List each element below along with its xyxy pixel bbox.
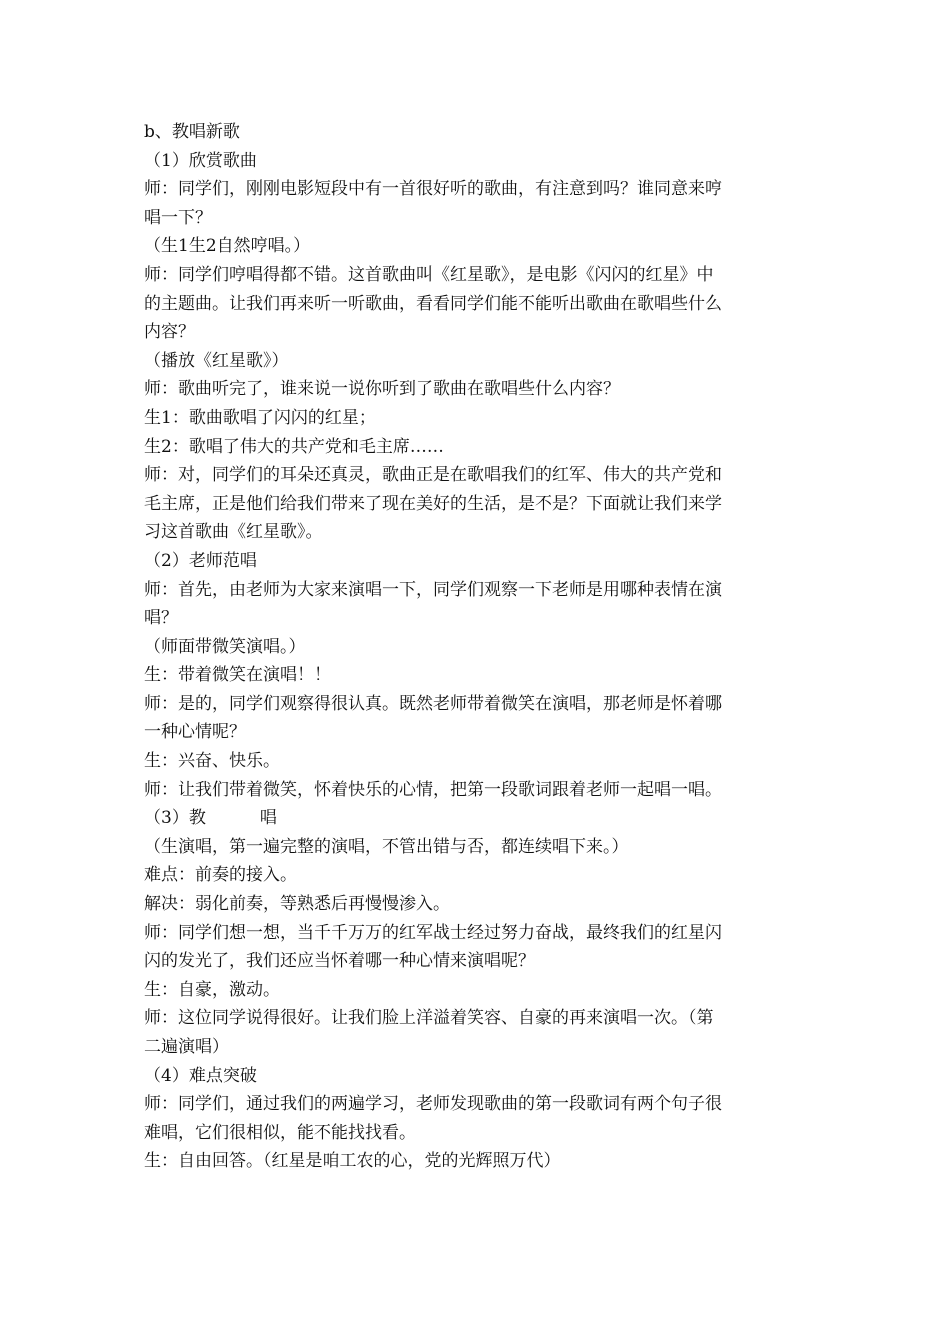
text-line: 习这首歌曲《红星歌》。 — [144, 522, 323, 543]
text-line: 闪的发光了，我们还应当怀着哪一种心情来演唱呢？ — [144, 951, 535, 972]
subsection-heading: （3）教 唱 — [144, 808, 277, 829]
text-line: （播放《红星歌》） — [144, 350, 289, 371]
section-heading: b、教唱新歌 — [144, 122, 240, 142]
text-line: 生2：歌唱了伟大的共产党和毛主席…… — [144, 436, 444, 457]
text-line: 师：同学们，刚刚电影短段中有一首很好听的歌曲，有注意到吗？谁同意来哼 — [144, 179, 722, 200]
text-line: 师：同学们想一想，当千千万万的红军战士经过努力奋战，最终我们的红星闪 — [144, 922, 722, 943]
text-line: 二遍演唱） — [144, 1037, 229, 1057]
text-line: 解决：弱化前奏，等熟悉后再慢慢渗入。 — [144, 894, 450, 915]
text-line: 生：带着微笑在演唱！！ — [144, 665, 331, 686]
text-line: 唱一下？ — [144, 207, 212, 228]
text-line: 师：让我们带着微笑，怀着快乐的心情，把第一段歌词跟着老师一起唱一唱。 — [144, 779, 722, 800]
text-line: 师：歌曲听完了，谁来说一说你听到了歌曲在歌唱些什么内容？ — [144, 379, 620, 400]
subsection-heading: （2）老师范唱 — [144, 550, 257, 571]
text-line: 师：同学们，通过我们的两遍学习，老师发现歌曲的第一段歌词有两个句子很 — [144, 1094, 722, 1115]
text-line: 生：自豪，激动。 — [144, 979, 280, 1000]
text-line: 唱？ — [144, 608, 178, 629]
document-body — [144, 118, 804, 1176]
text-line: 生：自由回答。（红星是咱工农的心，党的光辉照万代） — [144, 1151, 561, 1172]
text-line: （生演唱，第一遍完整的演唱，不管出错与否，都连续唱下来。） — [144, 836, 629, 857]
text-line: 师：同学们哼唱得都不错。这首歌曲叫《红星歌》，是电影《闪闪的红星》中 — [144, 264, 714, 285]
text-line: 难点：前奏的接入。 — [144, 865, 297, 886]
text-line: 生1：歌曲歌唱了闪闪的红星； — [144, 407, 376, 428]
text-line: 难唱，它们很相似，能不能找找看。 — [144, 1122, 416, 1143]
text-line: 毛主席，正是他们给我们带来了现在美好的生活，是不是？下面就让我们来学 — [144, 493, 722, 514]
text-line: 师：这位同学说得很好。让我们脸上洋溢着笑容、自豪的再来演唱一次。（第 — [144, 1008, 714, 1029]
text-line: （师面带微笑演唱。） — [144, 636, 306, 657]
subsection-heading: （4）难点突破 — [144, 1065, 257, 1086]
text-line: 的主题曲。让我们再来听一听歌曲，看看同学们能不能听出歌曲在歌唱些什么 — [144, 293, 722, 314]
subsection-heading: （1）欣赏歌曲 — [144, 150, 257, 171]
text-line: 师：首先，由老师为大家来演唱一下，同学们观察一下老师是用哪种表情在演 — [144, 579, 722, 600]
text-line: 师：是的，同学们观察得很认真。既然老师带着微笑在演唱，那老师是怀着哪 — [144, 693, 722, 714]
text-line: 一种心情呢？ — [144, 722, 246, 743]
text-line: （生1生2自然哼唱。） — [144, 236, 311, 257]
text-line: 生：兴奋、快乐。 — [144, 751, 280, 772]
text-line: 内容？ — [144, 322, 195, 343]
text-line: 师：对，同学们的耳朵还真灵，歌曲正是在歌唱我们的红军、伟大的共产党和 — [144, 465, 722, 486]
